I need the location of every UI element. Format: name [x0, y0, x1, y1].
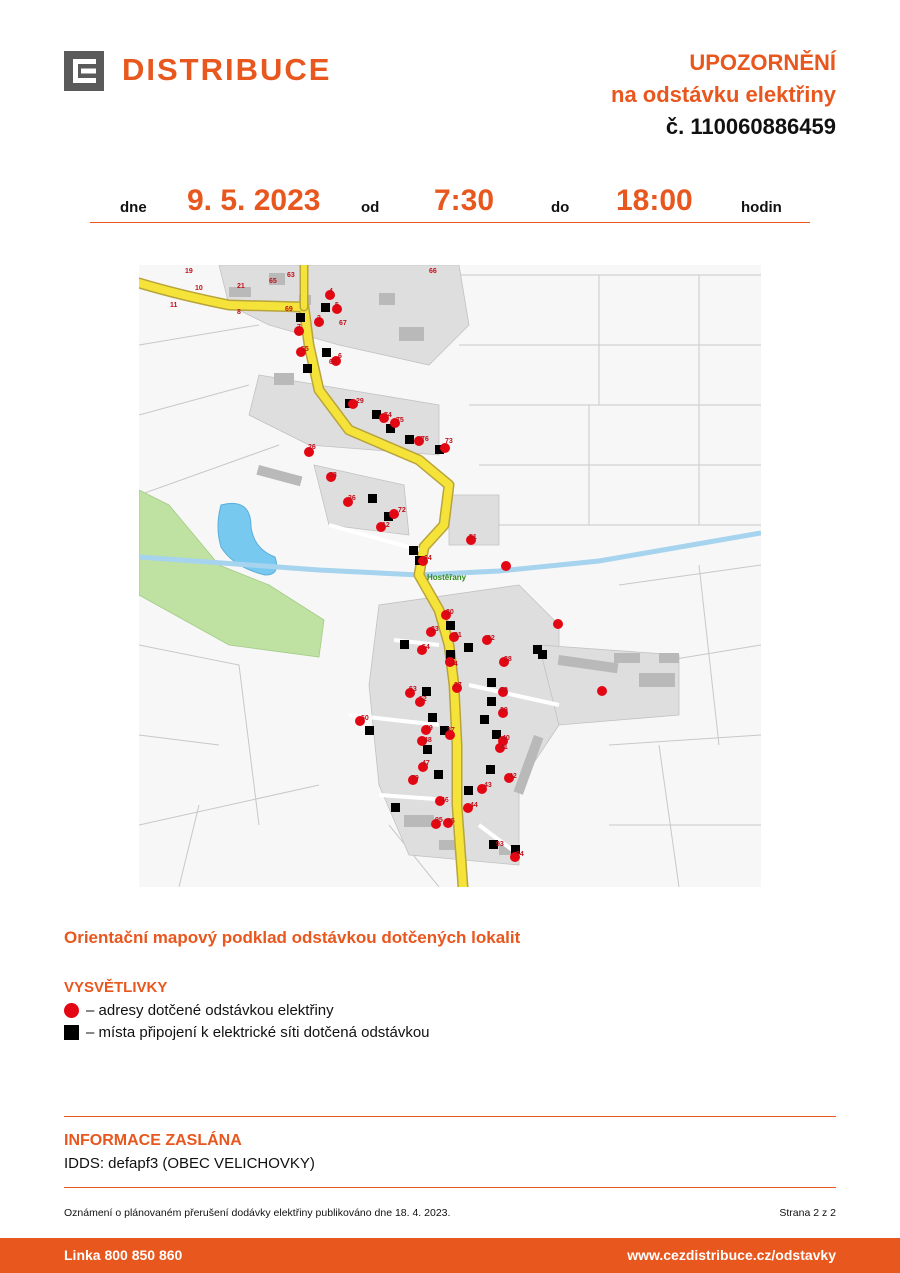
svg-text:33: 33 [431, 626, 439, 633]
notice-header [611, 47, 836, 143]
svg-text:67: 67 [339, 320, 347, 327]
legend-item-label: – místa připojení k elektrické síti dotčená odstávkou [86, 1024, 430, 1041]
info-title: INFORMACE ZASLÁNA [64, 1132, 242, 1149]
svg-text:37: 37 [447, 727, 455, 734]
svg-text:52: 52 [419, 696, 427, 703]
svg-text:19: 19 [185, 268, 193, 275]
svg-text:63: 63 [287, 272, 295, 279]
svg-text:38: 38 [504, 656, 512, 663]
svg-text:54: 54 [422, 644, 430, 651]
from-label: od [361, 199, 380, 216]
legend-item-address [64, 1002, 334, 1019]
svg-text:50: 50 [361, 715, 369, 722]
to-time: 18:00 [616, 184, 693, 217]
svg-text:68: 68 [329, 359, 337, 366]
svg-text:55: 55 [301, 346, 309, 353]
svg-text:34: 34 [450, 661, 458, 668]
outage-map [139, 265, 761, 887]
day-label: dne [120, 199, 147, 216]
svg-text:94: 94 [516, 851, 524, 858]
svg-text:72: 72 [398, 507, 406, 514]
svg-text:69: 69 [285, 306, 293, 313]
svg-text:73: 73 [445, 438, 453, 445]
page-number: Strana 2 z 2 [779, 1207, 836, 1219]
legend-title: VYSVĚTLIVKY [64, 979, 168, 996]
svg-text:79: 79 [411, 775, 419, 782]
svg-text:42: 42 [509, 773, 517, 780]
red-dot-icon [64, 1003, 79, 1018]
svg-text:45: 45 [447, 818, 455, 825]
svg-text:47: 47 [422, 760, 430, 767]
svg-text:36: 36 [348, 495, 356, 502]
svg-text:7: 7 [297, 324, 301, 331]
svg-text:59: 59 [500, 687, 508, 694]
legend-item-connection [64, 1024, 430, 1041]
svg-text:27: 27 [454, 682, 462, 689]
notice-title: UPOZORNĚNÍ [689, 50, 836, 75]
outage-date: 9. 5. 2023 [187, 184, 321, 217]
svg-text:29: 29 [356, 398, 364, 405]
svg-text:21: 21 [237, 283, 245, 290]
svg-text:64: 64 [424, 555, 432, 562]
svg-text:40: 40 [502, 735, 510, 742]
svg-text:39: 39 [500, 707, 508, 714]
black-square-icon [64, 1025, 79, 1040]
legend-item-label: – adresy dotčené odstávkou elektřiny [86, 1002, 334, 1019]
svg-text:41: 41 [500, 744, 508, 751]
svg-text:43: 43 [484, 782, 492, 789]
svg-text:65: 65 [269, 278, 277, 285]
map-caption: Orientační mapový podklad odstávkou dotčených lokalit [64, 928, 521, 947]
svg-text:12: 12 [382, 522, 390, 529]
svg-text:95: 95 [435, 817, 443, 824]
svg-text:46: 46 [441, 797, 449, 804]
svg-text:49: 49 [425, 725, 433, 732]
cez-logo-icon [64, 51, 104, 91]
svg-text:53: 53 [409, 686, 417, 693]
svg-text:93: 93 [496, 841, 504, 848]
footer-bar [0, 1238, 900, 1273]
svg-text:10: 10 [195, 285, 203, 292]
svg-text:76: 76 [421, 436, 429, 443]
notice-subtitle: na odstávku elektřiny [611, 82, 836, 107]
svg-text:6: 6 [338, 353, 342, 360]
divider [64, 1116, 836, 1117]
hotline: Linka 800 850 860 [64, 1247, 183, 1263]
brand-name: DISTRIBUCE [122, 52, 332, 87]
svg-text:8: 8 [237, 309, 241, 316]
svg-text:26: 26 [308, 444, 316, 451]
svg-text:32: 32 [487, 635, 495, 642]
from-time: 7:30 [434, 184, 495, 217]
svg-text:66: 66 [429, 268, 437, 275]
svg-text:48: 48 [424, 737, 432, 744]
to-label: do [551, 199, 570, 216]
svg-text:75: 75 [396, 417, 404, 424]
svg-text:11: 11 [170, 302, 178, 309]
svg-text:3: 3 [317, 315, 321, 322]
svg-text:4: 4 [329, 288, 333, 295]
svg-text:51: 51 [469, 534, 477, 541]
svg-text:44: 44 [470, 802, 478, 809]
info-text: IDDS: defapf3 (OBEC VELICHOVKY) [64, 1155, 315, 1172]
svg-text:28: 28 [329, 472, 337, 479]
map-place-label: Hostěřany [427, 573, 467, 582]
notice-number: č. 110060886459 [665, 114, 836, 139]
schedule-row [90, 182, 810, 223]
unit-label: hodin [741, 199, 782, 216]
divider [64, 1187, 836, 1188]
svg-text:30: 30 [446, 609, 454, 616]
website-link[interactable]: www.cezdistribuce.cz/odstavky [627, 1247, 836, 1263]
published-note: Oznámení o plánovaném přerušení dodávky elektřiny publikováno dne 18. 4. 2023. [64, 1207, 451, 1219]
svg-text:74: 74 [384, 412, 392, 419]
svg-text:5: 5 [335, 302, 339, 309]
svg-text:31: 31 [454, 632, 462, 639]
